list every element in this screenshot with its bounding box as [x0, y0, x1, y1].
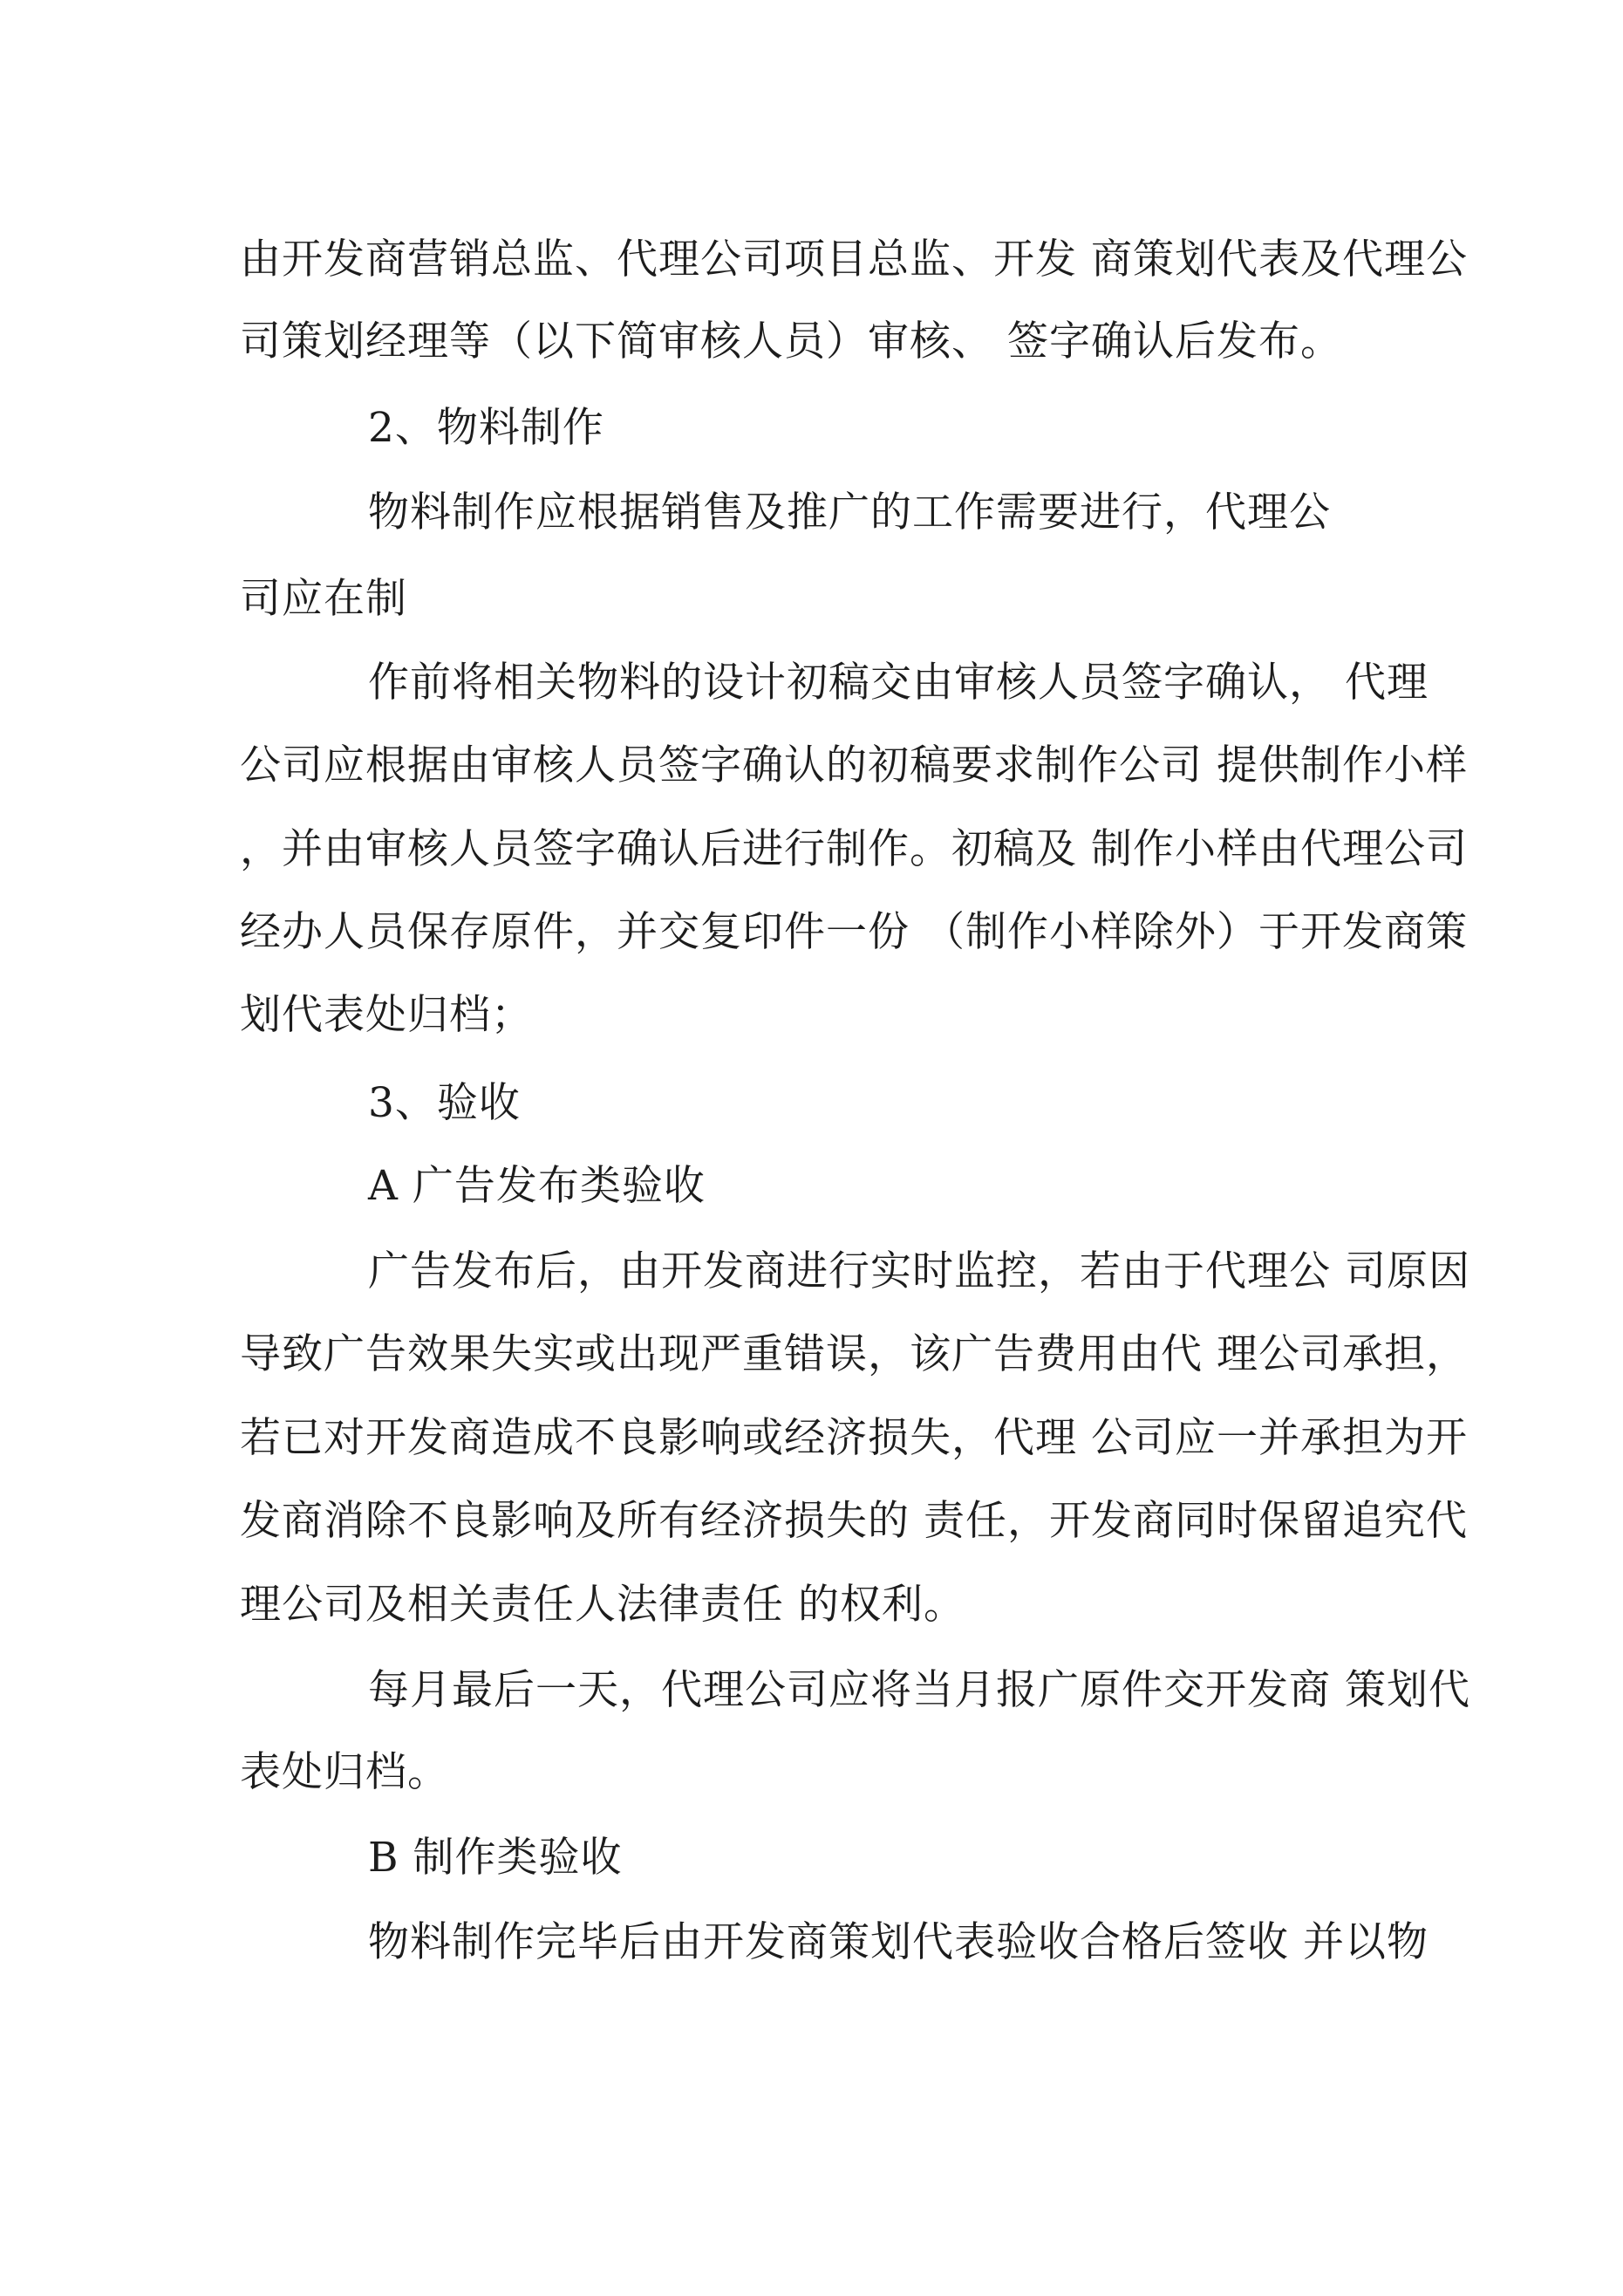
paragraph-line-8: ，并由审核人员签字确认后进行制作。初稿及 制作小样由代理公司	[240, 825, 1468, 873]
paragraph-line-7: 公司应根据由审核人员签字确认的初稿要求制作公司 提供制作小样	[240, 741, 1468, 789]
paragraph-line-6: 作前将相关物料的设计初稿交由审核人员签字确认， 代理	[368, 659, 1429, 707]
paragraph-line-14: 导致广告效果失实或出现严重错误，该广告费用由代 理公司承担，	[240, 1330, 1468, 1378]
paragraph-line-15: 若已对开发商造成不良影响或经济损失，代理 公司应一并承担为开	[240, 1414, 1468, 1462]
paragraph-line-21: 物料制作完毕后由开发商策划代表验收合格后签收 并以物	[368, 1918, 1429, 1966]
paragraph-line-10: 划代表处归档；	[240, 991, 533, 1039]
paragraph-line-5: 司应在制	[240, 575, 407, 623]
section-heading-acceptance: 3、验收	[368, 1079, 521, 1127]
paragraph-line-1: 由开发商营销总监、代理公司项目总监、开发 商策划代表及代理公	[240, 236, 1468, 284]
paragraph-line-16: 发商消除不良影响及所有经济损失的 责任，开发商同时保留追究代	[240, 1497, 1468, 1545]
paragraph-line-2: 司策划经理等（以下简审核人员）审核、 签字确认后发布。	[240, 318, 1342, 366]
paragraph-line-13: 广告发布后，由开发商进行实时监控，若由于代理公 司原因	[368, 1247, 1470, 1295]
paragraph-line-4: 物料制作应根据销售及推广的工作需要进行，代理公	[368, 489, 1331, 536]
subheading-ad-acceptance: A 广告发布类验收	[368, 1162, 706, 1210]
paragraph-line-9: 经办人员保存原件，并交复印件一份 （制作小样除外）于开发商策	[240, 908, 1468, 956]
section-heading-material-production: 2、物料制作	[368, 404, 604, 452]
paragraph-line-19: 表处归档。	[240, 1748, 449, 1796]
paragraph-line-17: 理公司及相关责任人法律责任 的权利。	[240, 1581, 965, 1629]
paragraph-line-18: 每月最后一天，代理公司应将当月报广原件交开发商 策划代	[368, 1666, 1470, 1714]
subheading-production-acceptance: B 制作类验收	[368, 1834, 623, 1882]
